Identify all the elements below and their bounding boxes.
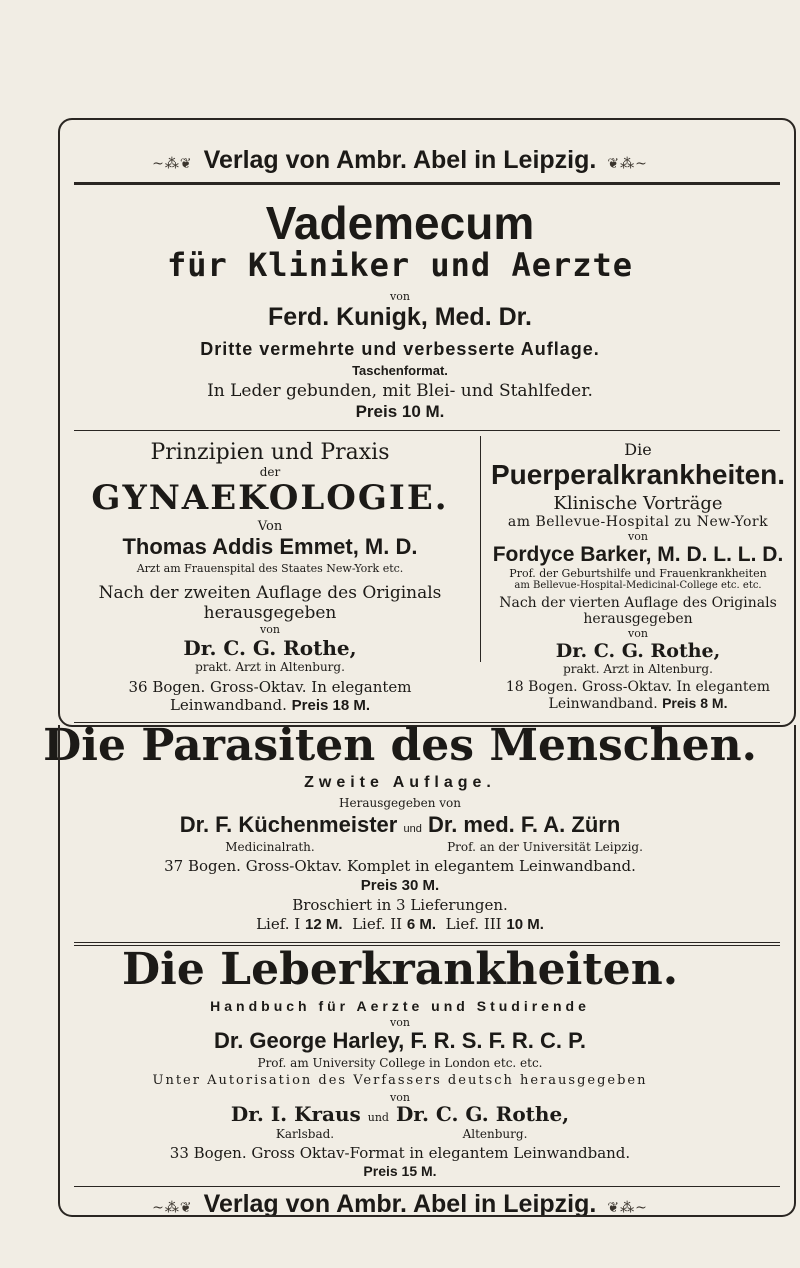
leber-subtitle: Handbuch für Aerzte und Studirende	[210, 998, 590, 1014]
parasiten-edition: Zweite Auflage.	[304, 774, 496, 791]
vademecum-format: Taschenformat.	[352, 363, 448, 378]
puer-von: von	[628, 530, 648, 543]
vademecum-von: von	[390, 290, 410, 303]
ornament-left-icon: ~⁂❦	[152, 156, 193, 172]
leber-affil: Prof. am University College in London etc. etc.	[257, 1056, 543, 1070]
leber-authorisation: Unter Autorisation des Verfassers deutsch herausgegeben	[152, 1073, 648, 1088]
lief1-label: Lief. I	[256, 915, 301, 933]
puer-title: Puerperalkrankheiten.	[490, 459, 786, 490]
vademecum-rule	[74, 430, 780, 431]
leber-author: Dr. George Harley, F. R. S. F. R. C. P.	[213, 1028, 587, 1053]
leber-place1: Karlsbad.	[275, 1127, 335, 1141]
puerperal-ad	[488, 440, 788, 712]
puer-place: am Bellevue-Hospital zu New-York	[507, 514, 769, 530]
gynaekologie-ad	[70, 440, 470, 714]
puer-editor: Dr. C. G. Rothe,	[555, 640, 721, 662]
lief1-price: 12 M.	[305, 916, 343, 933]
lief3-label: Lief. III	[445, 915, 502, 933]
header-rule	[74, 182, 780, 185]
puer-details2-text: Leinwandband.	[548, 696, 658, 712]
gyn-von2: von	[260, 623, 280, 636]
column-divider	[480, 436, 481, 662]
parasiten-author1: Dr. F. Küchenmeister	[179, 812, 398, 837]
parasiten-role2: Prof. an der Universität Leipzig.	[447, 840, 643, 854]
leber-price: Preis 15 M.	[363, 1163, 437, 1179]
puer-details2	[488, 695, 788, 712]
puer-author: Fordyce Barker, M. D. L. L. D.	[492, 543, 784, 566]
lief2-label: Lief. II	[352, 915, 403, 933]
leber-title: Die Leberkrankheiten.	[121, 944, 679, 995]
puer-affil2: am Bellevue-Hospital-Medicinal-College etc. etc.	[514, 580, 762, 591]
gyn-details1: 36 Bogen. Gross-Oktav. In elegantem	[128, 678, 412, 696]
gyn-line2: der	[259, 465, 281, 479]
gyn-note2: herausgegeben	[203, 603, 337, 623]
publisher-header-text: Verlag von Ambr. Abel in Leipzig.	[203, 146, 597, 174]
puer-note2: herausgegeben	[583, 611, 693, 627]
parasiten-und: und	[403, 823, 422, 835]
vademecum-title: Vademecum	[265, 197, 535, 249]
puer-subtitle: Klinische Vorträge	[553, 493, 723, 514]
parasiten-title: Die Parasiten des Menschen.	[43, 720, 757, 771]
gyn-line1: Prinzipien und Praxis	[150, 440, 390, 465]
puer-editor-role: prakt. Arzt in Altenburg.	[563, 662, 713, 676]
puer-line1: Die	[624, 440, 652, 459]
gyn-details2	[70, 696, 470, 714]
gyn-editor: Dr. C. G. Rothe,	[183, 636, 357, 660]
vademecum-edition: Dritte vermehrte und verbesserte Auflage.	[200, 339, 600, 359]
gyn-affiliation: Arzt am Frauenspital des Staates New-York etc.	[136, 562, 404, 575]
ornament-right-icon: ❦⁂~	[607, 1200, 648, 1216]
vademecum-subtitle: für Kliniker und Aerzte	[166, 246, 634, 284]
puer-details1: 18 Bogen. Gross-Oktav. In elegantem	[505, 679, 771, 695]
leber-von: von	[390, 1016, 410, 1029]
puer-price: Preis 8 M.	[662, 695, 728, 711]
puer-note1: Nach der vierten Auflage des Originals	[499, 595, 777, 611]
page-border-lower	[58, 725, 796, 1217]
leber-place2: Altenburg.	[462, 1127, 528, 1141]
publisher-footer-text: Verlag von Ambr. Abel in Leipzig.	[203, 1190, 597, 1218]
vademecum-price: Preis 10 M.	[355, 402, 445, 421]
gyn-author: Thomas Addis Emmet, M. D.	[122, 534, 418, 559]
gyn-note1: Nach der zweiten Auflage des Originals	[98, 583, 442, 603]
gyn-editor-role: prakt. Arzt in Altenburg.	[195, 660, 345, 674]
parasiten-note: Broschiert in 3 Lieferungen.	[292, 896, 508, 914]
parasiten-author2: Dr. med. F. A. Zürn	[427, 812, 621, 837]
puer-von2: von	[628, 627, 648, 640]
leber-details: 33 Bogen. Gross Oktav-Format in elegantem Leinwandband.	[169, 1144, 631, 1162]
leber-von2: von	[390, 1091, 410, 1104]
gyn-price: Preis 18 M.	[291, 697, 371, 714]
puer-affil1: Prof. der Geburtshilfe und Frauenkrankheiten	[509, 567, 767, 580]
ornament-right-icon: ❦⁂~	[607, 156, 648, 172]
gyn-details2-text: Leinwandband.	[169, 696, 287, 714]
leber-editor2: Dr. C. G. Rothe,	[395, 1102, 570, 1126]
lief2-price: 6 M.	[406, 916, 437, 933]
parasiten-price: Preis 30 M.	[360, 877, 440, 894]
gyn-title: GYNAEKOLOGIE.	[91, 478, 449, 518]
gyn-von: Von	[257, 519, 283, 534]
vademecum-binding: In Leder gebunden, mit Blei- und Stahlfeder.	[207, 381, 593, 401]
publisher-header	[0, 146, 800, 175]
leber-und: und	[367, 1111, 389, 1124]
parasiten-role1: Medicinalrath.	[225, 840, 315, 854]
parasiten-details: 37 Bogen. Gross-Oktav. Komplet in elegantem Leinwandband.	[164, 857, 636, 875]
ornament-left-icon: ~⁂❦	[152, 1200, 193, 1216]
leber-editor1: Dr. I. Kraus	[230, 1102, 361, 1126]
vademecum-author: Ferd. Kunigk, Med. Dr.	[268, 303, 532, 331]
parasiten-intro: Herausgegeben von	[339, 796, 461, 810]
lief3-price: 10 M.	[506, 916, 544, 933]
